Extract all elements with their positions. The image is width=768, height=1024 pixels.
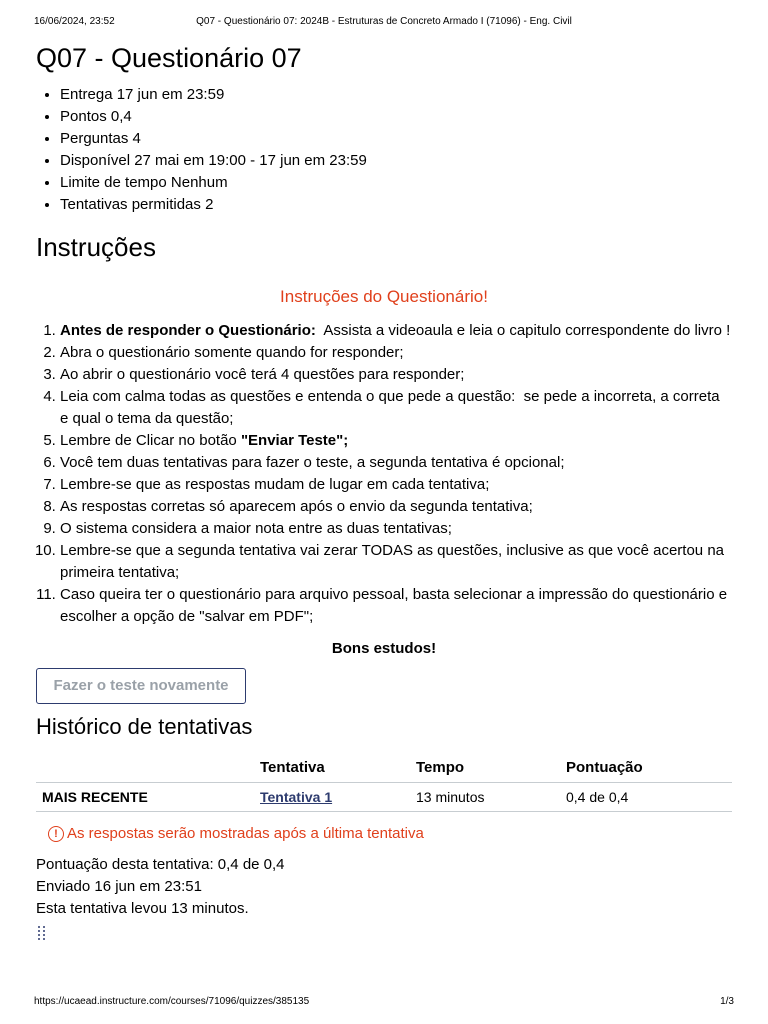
drag-handle-icon[interactable] [38, 926, 48, 942]
instruction-item: 3. Ao abrir o questionário você terá 4 questões para responder; [60, 364, 732, 386]
detail-available: • Disponível 27 mai em 19:00 - 17 jun em 23:59 [60, 150, 732, 172]
instruction-item: 6. Você tem duas tentativas para fazer o teste, a segunda tentativa é opcional; [60, 452, 732, 474]
history-title: Histórico de tentativas [36, 714, 253, 739]
instructions-heading: Instruções do Questionário! [280, 287, 488, 306]
answers-warning [36, 824, 732, 844]
print-page-title: Q07 - Questionário 07: 2024B - Estruturas de Concreto Armado I (71096) - Eng. Civil [196, 16, 572, 27]
attempt-cell [254, 783, 410, 812]
instruction-item: 2. Abra o questionário somente quando for responder; [60, 342, 732, 364]
print-url: https://ucaead.instructure.com/courses/71096/quizzes/385135 [34, 996, 310, 1007]
summary-score: Pontuação desta tentativa: 0,4 de 0,4 [36, 856, 285, 873]
instruction-item: 10. Lembre-se que a segunda tentativa vai zerar TODAS as questões, inclusive as que você acertou na primeira tentativa; [60, 540, 732, 584]
instruction-item: 11. Caso queira ter o questionário para arquivo pessoal, basta selecionar a impressão do questionário e escolher a opção de "salvar em PDF"; [60, 584, 732, 628]
instruction-item: 7. Lembre-se que as respostas mudam de lugar em cada tentativa; [60, 474, 732, 496]
instruction-bold: "Enviar Teste"; [240, 432, 349, 449]
attempt-summary [36, 854, 732, 920]
warning-text: As respostas serão mostradas após a última tentativa [67, 825, 424, 842]
column-header: Pontuação [560, 754, 732, 783]
detail-attempts: • Tentativas permitidas 2 [60, 194, 732, 216]
warning-icon: ! [48, 826, 64, 842]
quiz-details-list [36, 84, 732, 216]
detail-points: • Pontos 0,4 [60, 106, 732, 128]
print-header [34, 16, 734, 30]
instruction-item: 9. O sistema considera a maior nota entre as duas tentativas; [60, 518, 732, 540]
instruction-text: Assista a videoaula e leia o capitulo correspondente do livro ! [315, 322, 731, 339]
instruction-bold: Antes de responder o Questionário: [60, 322, 316, 339]
page-title: Q07 - Questionário 07 [36, 43, 302, 73]
main-content [36, 40, 732, 942]
table-row [36, 783, 732, 812]
print-footer [34, 996, 734, 1010]
column-header: Tentativa [254, 754, 410, 783]
instruction-text: Lembre de Clicar no botão [60, 432, 241, 449]
detail-time-limit: • Limite de tempo Nenhum [60, 172, 732, 194]
detail-due: • Entrega 17 jun em 23:59 [60, 84, 732, 106]
attempt-history-table [36, 754, 732, 812]
instructions-list [36, 320, 732, 628]
attempt-label: MAIS RECENTE [36, 783, 254, 812]
attempt-score: 0,4 de 0,4 [560, 783, 732, 812]
column-header [36, 754, 254, 783]
summary-submitted: Enviado 16 jun em 23:51 [36, 878, 202, 895]
print-date: 16/06/2024, 23:52 [34, 16, 115, 27]
attempt-time: 13 minutos [410, 783, 560, 812]
detail-questions: • Perguntas 4 [60, 128, 732, 150]
instruction-item [60, 320, 732, 342]
retake-quiz-button[interactable]: Fazer o teste novamente [36, 668, 246, 704]
attempt-link[interactable]: Tentativa 1 [260, 789, 333, 805]
instructions-title: Instruções [36, 232, 156, 262]
table-header-row [36, 754, 732, 783]
column-header: Tempo [410, 754, 560, 783]
instruction-item: 4. Leia com calma todas as questões e entenda o que pede a questão: se pede a incorreta, a correta e qual o tema da questão; [60, 386, 732, 430]
summary-duration: Esta tentativa levou 13 minutos. [36, 900, 249, 917]
closing-text: Bons estudos! [331, 640, 437, 657]
instruction-item: 8. As respostas corretas só aparecem após o envio da segunda tentativa; [60, 496, 732, 518]
instruction-item [60, 430, 732, 452]
print-page-number: 1/3 [720, 996, 734, 1007]
